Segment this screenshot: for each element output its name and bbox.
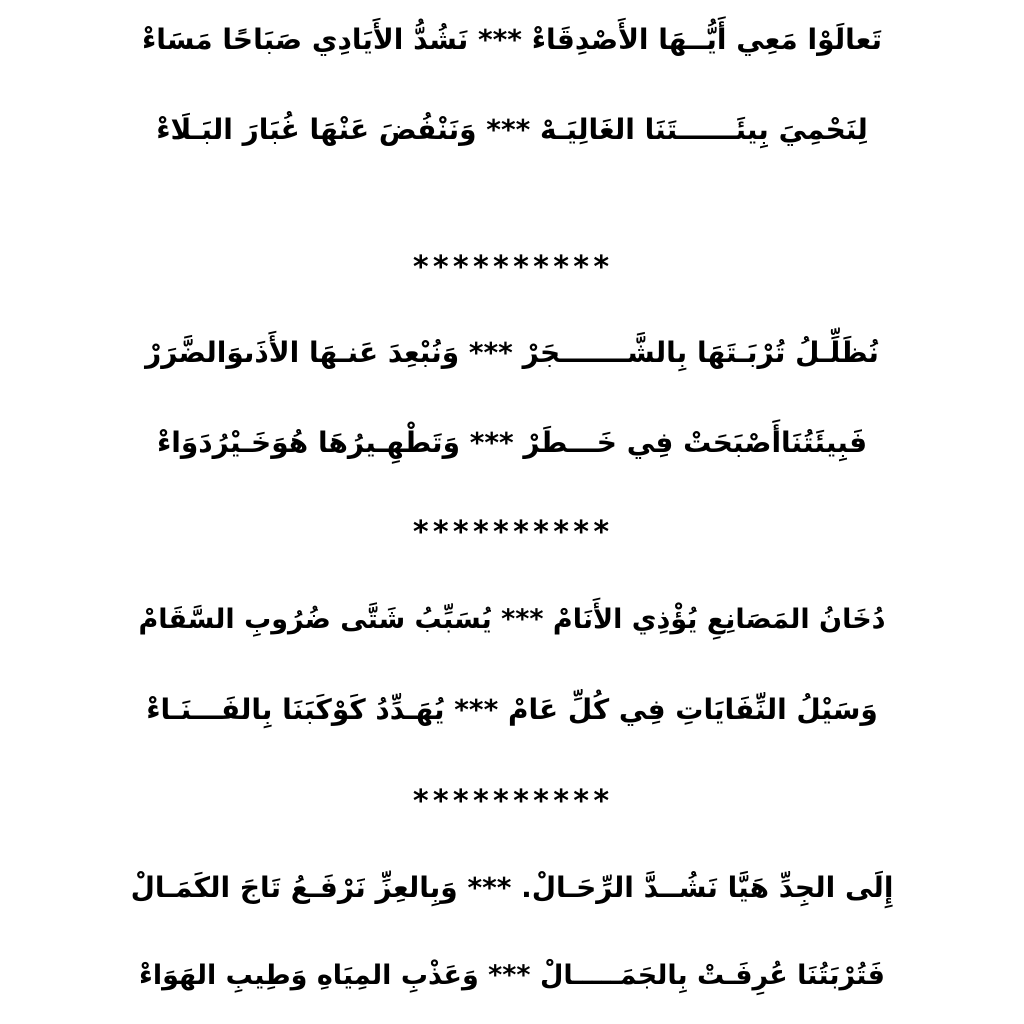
- poem-verse: فَتُرْبَتُنَا عُرِفَـتْ بِالجَمَـــــالْ *** وَعَذْبِ المِيَاهِ وَطِيبِ الهَوَاءْ: [139, 960, 885, 991]
- stanza-separator: **********: [411, 784, 613, 819]
- stanza-separator: **********: [411, 250, 613, 285]
- stanza-separator: **********: [411, 515, 613, 550]
- poem-verse: نُظَلِّـلُ تُرْبَـتَهَا بِالشَّـــــــجَرْ *** وَنُبْعِدَ عَنـهَا الأَذَىوَالضَّرَرْ: [145, 336, 879, 369]
- poem-verse: دُخَانُ المَصَانِعِ يُؤْذِي الأَنَامْ *** يُسَبِّبُ شَتَّى ضُرُوبِ السَّقَامْ: [138, 604, 886, 635]
- poem-verse: تَعالَوْا مَعِي أَيُّــهَا الأَصْدِقَاءْ *** نَشُدُّ الأَيَادِي صَبَاحًا مَسَاءْ: [141, 23, 882, 56]
- poem-verse: وَسَيْلُ النِّفَايَاتِ فِي كُلِّ عَامْ *** يُهَـدِّدُ كَوْكَبَنَا بِالفَـــنَـاءْ: [146, 693, 878, 726]
- poem-verse: لِنَحْمِيَ بِيئَــــــتَنَا الغَالِيَـهْ *** وَنَنْفُضَ عَنْهَا غُبَارَ البَـلَاءْ: [156, 113, 868, 146]
- poem-verse: إِلَى الجِدِّ هَيَّا نَشُــدَّ الرِّحَـالْ. *** وَبِالعِزِّ نَرْفَـعُ تَاجَ الكَمَـالْ: [130, 871, 894, 904]
- poem-verse: فَبِيئَتُنَاأَصْبَحَتْ فِي خَـــطَرْ *** وَتَطْهِـيرُهَا هُوَخَـيْرُدَوَاءْ: [156, 426, 868, 459]
